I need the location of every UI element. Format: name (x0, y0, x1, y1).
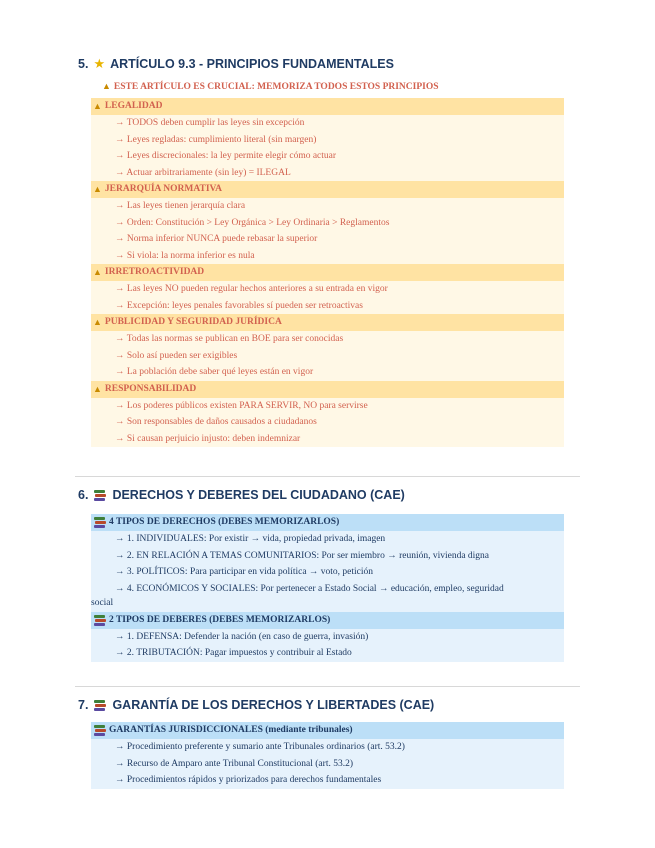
section-title: ARTÍCULO 9.3 - PRINCIPIOS FUNDAMENTALES (110, 57, 394, 71)
warning-icon: ▲ (93, 184, 102, 194)
principle-heading-irretroactividad: ▲ IRRETROACTIVIDAD (91, 264, 564, 281)
warning-icon: ▲ (93, 267, 102, 277)
crucial-note: ▲ ESTE ARTÍCULO ES CRUCIAL: MEMORIZA TODOS ESTOS PRINCIPIOS (102, 81, 439, 92)
books-icon (94, 615, 105, 626)
list-item: → Procedimientos rápidos y priorizados para derechos fundamentales (115, 775, 382, 785)
list-item: → Solo así pueden ser exigibles (115, 350, 238, 361)
list-item: → La población debe saber qué leyes están en vigor (115, 367, 314, 377)
section-7-heading (78, 698, 434, 712)
books-icon (94, 700, 105, 711)
section-number: 7. (78, 698, 89, 712)
section-divider (75, 686, 580, 687)
list-item: → Todas las normas se publican en BOE para ser conocidas (115, 334, 344, 344)
section-title: GARANTÍA DE LOS DERECHOS Y LIBERTADES (CAE) (112, 698, 435, 712)
principle-heading-publicidad: ▲ PUBLICIDAD Y SEGURIDAD JURÍDICA (91, 314, 564, 331)
list-item: → Leyes discrecionales: la ley permite elegir cómo actuar (115, 151, 337, 161)
section-title: DERECHOS Y DEBERES DEL CIUDADANO (CAE) (112, 488, 405, 502)
list-item: → Recurso de Amparo ante Tribunal Constitucional (art. 53.2) (115, 758, 353, 769)
list-item: → 4. ECONÓMICOS Y SOCIALES: Por pertenecer a Estado Social → educación, empleo, seguridad social (91, 583, 504, 608)
list-item: → Orden: Constitución > Ley Orgánica > Ley Ordinaria > Reglamentos (115, 217, 390, 228)
star-icon: ★ (93, 56, 106, 71)
rights-duties-block (91, 514, 564, 662)
section-5-heading (78, 56, 394, 72)
list-item: → Las leyes tienen jerarquía clara (115, 201, 246, 211)
warning-icon: ▲ (93, 101, 102, 111)
list-item: → Procedimiento preferente y sumario ante Tribunales ordinarios (art. 53.2) (115, 742, 405, 752)
principle-heading-responsabilidad: ▲ RESPONSABILIDAD (91, 381, 564, 398)
section-number: 6. (78, 488, 89, 502)
books-icon (94, 517, 105, 528)
list-item: → 1. INDIVIDUALES: Por existir → vida, propiedad privada, imagen (115, 534, 386, 544)
list-item: → 2. TRIBUTACIÓN: Pagar impuestos y contribuir al Estado (115, 648, 352, 658)
books-icon (94, 490, 105, 501)
duties-types-heading: 2 TIPOS DE DEBERES (DEBES MEMORIZARLOS) (91, 612, 564, 629)
jurisdictional-guarantees-heading: GARANTÍAS JURISDICCIONALES (mediante tribunales) (91, 722, 564, 739)
list-item: → Las leyes NO pueden regular hechos anteriores a su entrada en vigor (115, 284, 388, 294)
list-item: → 3. POLÍTICOS: Para participar en vida política → voto, petición (115, 567, 374, 577)
list-item: → Si causan perjuicio injusto: deben indemnizar (115, 433, 301, 444)
list-item: → 2. EN RELACIÓN A TEMAS COMUNITARIOS: Por ser miembro → reunión, vivienda digna (115, 550, 490, 561)
principle-heading-jerarquia: ▲ JERARQUÍA NORMATIVA (91, 181, 564, 198)
list-item: → TODOS deben cumplir las leyes sin excepción (115, 118, 305, 128)
books-icon (94, 725, 105, 736)
list-item: → Leyes regladas: cumplimiento literal (sin margen) (115, 134, 317, 145)
principle-heading-legalidad: ▲ LEGALIDAD (91, 98, 564, 115)
warning-icon: ▲ (93, 383, 102, 394)
list-item: → Son responsables de daños causados a ciudadanos (115, 417, 317, 427)
list-item: → Excepción: leyes penales favorables sí pueden ser retroactivas (115, 300, 363, 311)
warning-icon: ▲ (93, 317, 102, 327)
list-item: → Norma inferior NUNCA puede rebasar la superior (115, 234, 318, 244)
list-item: → Si viola: la norma inferior es nula (115, 250, 255, 261)
list-item: → Actuar arbitrariamente (sin ley) = ILEGAL (115, 167, 291, 178)
list-item: → 1. DEFENSA: Defender la nación (en caso de guerra, invasión) (115, 631, 369, 642)
guarantees-block (91, 722, 564, 789)
list-item: → Los poderes públicos existen PARA SERVIR, NO para servirse (115, 400, 368, 411)
warning-icon: ▲ (102, 81, 111, 91)
principles-block (91, 98, 564, 447)
section-6-heading (78, 488, 405, 502)
section-number: 5. (78, 57, 89, 71)
section-divider (75, 476, 580, 477)
rights-types-heading: 4 TIPOS DE DERECHOS (DEBES MEMORIZARLOS) (91, 514, 564, 531)
